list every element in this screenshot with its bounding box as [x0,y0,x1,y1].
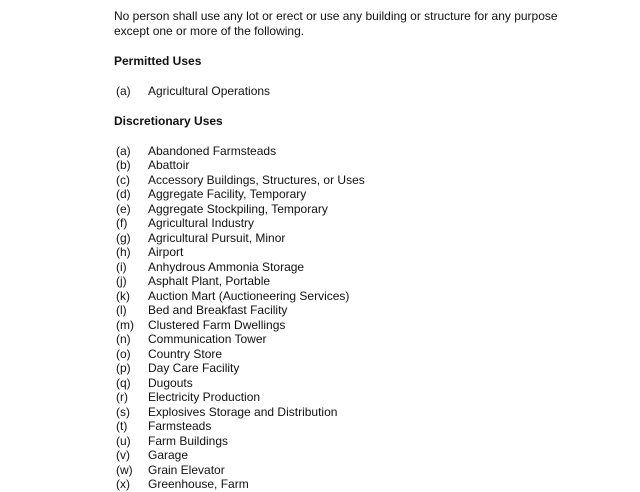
list-label: Grain Elevator [148,462,225,477]
list-label: Airport [148,245,184,259]
list-label: Clustered Farm Dwellings [148,317,286,332]
list-marker: (l) [116,303,127,317]
list-marker: (n) [116,332,131,346]
list-marker: (e) [116,201,131,216]
list-item [114,448,574,463]
list-item [114,289,574,304]
permitted-uses-list [114,84,574,99]
list-marker: (b) [116,158,131,172]
list-item [114,390,574,405]
list-item [114,202,574,217]
list-marker: (d) [116,187,131,201]
list-marker: (p) [116,361,131,375]
list-item [114,231,574,246]
list-marker: (v) [116,448,130,462]
list-marker: (o) [116,346,131,361]
list-label: Bed and Breakfast Facility [148,303,288,317]
list-label: Country Store [148,346,223,361]
discretionary-uses-heading: Discretionary Uses [114,113,223,128]
list-label: Garage [148,448,189,462]
list-item [114,347,574,362]
list-label: Abandoned Farmsteads [148,143,277,158]
list-marker: (w) [116,462,133,477]
list-label: Communication Tower [148,332,267,346]
list-label: Agricultural Pursuit, Minor [148,230,286,245]
list-item [114,187,574,202]
list-item [114,477,574,492]
list-item [114,84,574,99]
list-marker: (c) [116,172,130,187]
list-label: Agricultural Industry [148,216,255,230]
list-marker: (k) [116,288,130,303]
list-item [114,216,574,231]
list-marker: (t) [116,419,128,433]
list-item [114,463,574,478]
list-label: Agricultural Operations [148,84,271,98]
list-item [114,361,574,376]
list-label: Farm Buildings [148,433,229,448]
list-label: Explosives Storage and Distribution [148,404,338,419]
list-label: Aggregate Stockpiling, Temporary [148,201,328,216]
list-item [114,260,574,275]
list-item [114,405,574,420]
list-marker: (m) [116,317,134,332]
list-label: Electricity Production [148,390,261,404]
intro-paragraph: No person shall use any lot or erect or use any building or structure for any purpose except one or more of the following. [114,9,558,38]
list-label: Accessory Buildings, Structures, or Uses [148,172,365,187]
list-marker: (s) [116,404,130,419]
list-label: Asphalt Plant, Portable [148,274,271,288]
list-label: Abattoir [148,158,190,172]
list-item [114,158,574,173]
list-marker: (g) [116,230,131,245]
list-label: Auction Mart (Auctioneering Services) [148,288,350,303]
list-marker: (f) [116,216,128,230]
list-marker: (j) [116,274,127,288]
list-item [114,274,574,289]
list-marker: (i) [116,259,127,274]
list-label: Aggregate Facility, Temporary [148,187,307,201]
list-marker: (a) [116,143,131,158]
list-label: Anhydrous Ammonia Storage [148,259,305,274]
list-item [114,419,574,434]
list-marker: (q) [116,375,131,390]
list-item [114,332,574,347]
list-marker: (x) [116,477,130,491]
list-item [114,318,574,333]
discretionary-uses-list [114,144,574,492]
list-marker: (a) [116,84,131,98]
list-label: Farmsteads [148,419,212,433]
list-item [114,173,574,188]
list-marker: (u) [116,433,131,448]
list-label: Dugouts [148,375,193,390]
list-item [114,434,574,449]
permitted-uses-heading: Permitted Uses [114,54,202,68]
list-marker: (h) [116,245,131,259]
list-item [114,245,574,260]
list-marker: (r) [116,390,128,404]
document-page [114,9,574,492]
list-label: Greenhouse, Farm [148,477,249,491]
list-item [114,144,574,159]
list-item [114,376,574,391]
list-label: Day Care Facility [148,361,240,375]
list-item [114,303,574,318]
